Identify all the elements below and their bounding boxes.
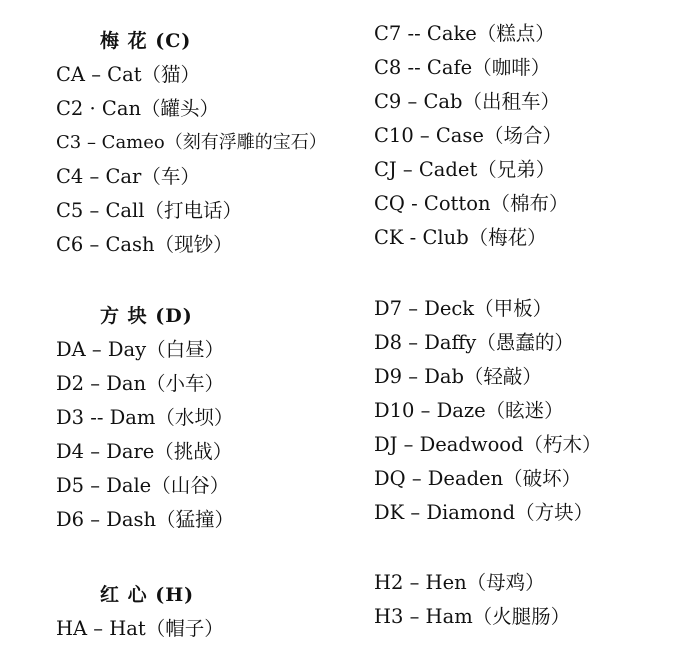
hearts-heading: 红 心 (H)	[100, 584, 195, 606]
entry-d5: D5 – Dale（山谷）	[56, 474, 230, 497]
entry-da: DA – Day（白昼）	[56, 338, 225, 361]
entry-dk: DK – Diamond（方块）	[374, 501, 594, 524]
hearts-left	[56, 578, 356, 646]
entry-dj: DJ – Deadwood（朽木）	[374, 433, 602, 456]
entry-c8: C8 -- Cafe（咖啡）	[374, 56, 551, 79]
entry-d8: D8 – Daffy（愚蠢的）	[374, 331, 574, 354]
entry-c2: C2 · Can（罐头）	[56, 97, 220, 120]
clubs-right	[374, 17, 694, 255]
entry-ha: HA – Hat（帽子）	[56, 617, 224, 640]
entry-c3: C3 – Cameo（刻有浮雕的宝石）	[56, 132, 327, 153]
entry-dq: DQ – Deaden（破坏）	[374, 467, 582, 490]
diamonds-left	[56, 299, 356, 537]
entry-d6: D6 – Dash（猛撞）	[56, 508, 235, 531]
entry-d2: D2 – Dan（小车）	[56, 372, 225, 395]
entry-h2: H2 – Hen（母鸡）	[374, 571, 545, 594]
entry-cq: CQ - Cotton（棉布）	[374, 192, 569, 215]
entry-c5: C5 – Call（打电话）	[56, 199, 242, 222]
entry-ca: CA – Cat（猫）	[56, 63, 201, 86]
entry-h3: H3 – Ham（火腿肠）	[374, 605, 571, 628]
clubs-heading: 梅 花 (C)	[100, 30, 192, 52]
clubs-left	[56, 24, 356, 262]
hearts-right	[374, 566, 694, 634]
entry-d7: D7 – Deck（甲板）	[374, 297, 553, 320]
entry-d4: D4 – Dare（挑战）	[56, 440, 233, 463]
entry-c10: C10 – Case（场合）	[374, 124, 562, 147]
entry-c4: C4 – Car（车）	[56, 165, 200, 188]
entry-c7: C7 -- Cake（糕点）	[374, 22, 555, 45]
entry-d9: D9 – Dab（轻敲）	[374, 365, 542, 388]
entry-c9: C9 – Cab（出租车）	[374, 90, 561, 113]
diamonds-heading: 方 块 (D)	[100, 305, 193, 327]
entry-cj: CJ – Cadet（兄弟）	[374, 158, 556, 181]
entry-d3: D3 -- Dam（水坝）	[56, 406, 234, 429]
entry-c6: C6 – Cash（现钞）	[56, 233, 233, 256]
entry-d10: D10 – Daze（眩迷）	[374, 399, 564, 422]
entry-ck: CK - Club（梅花）	[374, 226, 547, 249]
diamonds-right	[374, 292, 694, 530]
